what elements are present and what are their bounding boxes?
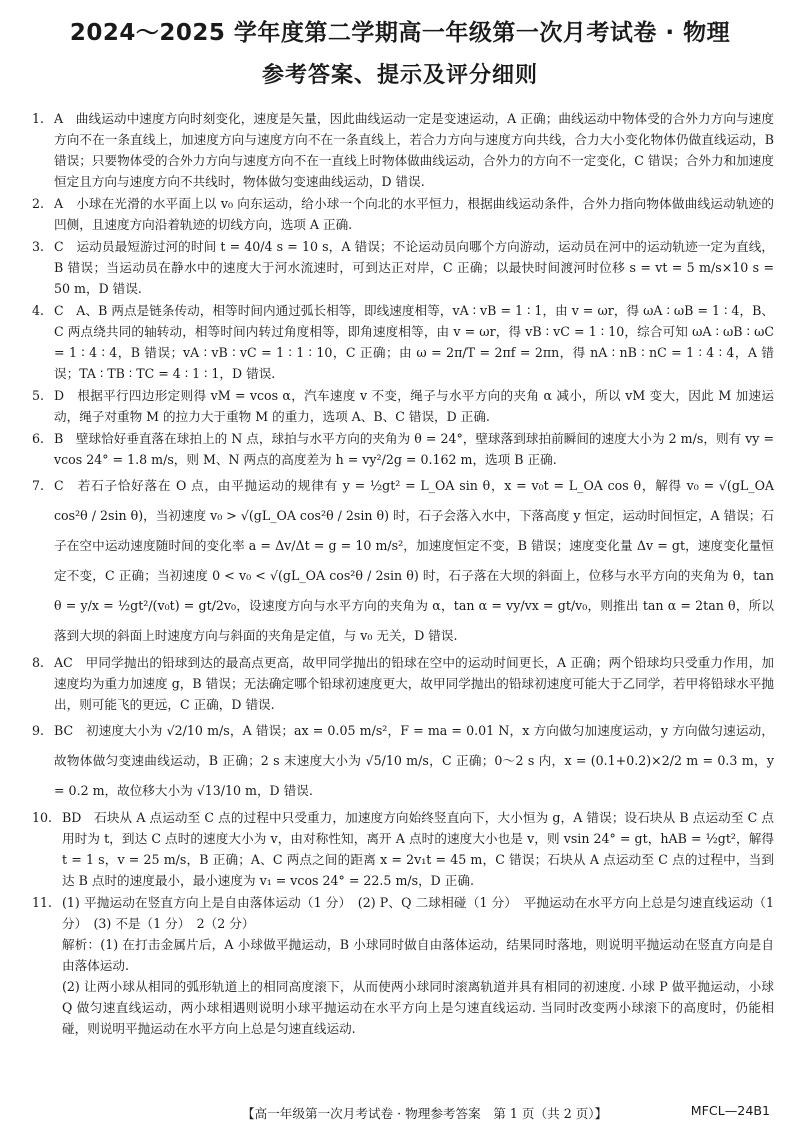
answer-item bbox=[32, 428, 774, 470]
answer-text: BC 初速度大小为 √2/10 m/s，A 错误；ax = 0.05 m/s²，F = ma = 0.01 N，x 方向做匀加速度运动，y 方向做匀速运动，故物体做匀变速曲线运动，B 正确；2 s 末速度大小为 √5/10 m/s，C 正确；0～2 s 内，x = (0.1+0.2)×2/2 m = 0.3 m，y = 0.2 m，故位移大小为 √13/10 m，D 错误. bbox=[54, 723, 774, 798]
answer-item bbox=[32, 892, 774, 1039]
answer-text: C 若石子恰好落在 O 点，由平抛运动的规律有 y = ½gt² = L_OA sin θ，x = v₀t = L_OA cos θ，解得 v₀ = √(gL_OA cos²θ / 2sin θ)，当初速度 v₀ > √(gL_OA cos²θ / 2sin θ) 时，石子会落入水中，下落高度 y 恒定，运动时间恒定，A 错误；石子在空中运动速度随时间的变化率 a = Δv/Δt = g = 10 m/s²，加速度恒定不变，B 错误；速度变化量 Δv = gt，速度变化量恒定不变，C 正确；当初速度 0 < v₀ < √(gL_OA cos²θ / 2sin θ) 时，石子落在大坝的斜面上，位移与水平方向的夹角为 θ，tan θ = y/x = ½gt²/(v₀t) = gt/2v₀，设速度方向与水平方向的夹角为 α，tan α = vy/vx = gt/v₀，则推出 tan α = 2tan θ，所以落到大坝的斜面上时速度方向与斜面的夹角是定值，与 v₀ 无关，D 错误. bbox=[54, 478, 774, 643]
answer-number: 5. bbox=[32, 388, 45, 403]
answer-text: A 曲线运动中速度方向时刻变化，速度是矢量，因此曲线运动一定是变速运动，A 正确；曲线运动中物体受的合外力方向与速度方向不在一条直线上，加速度方向与速度方向不在一条直线上，若合力方向与速度方向共线，合力大小变化物体仍做直线运动，B 错误；只要物体受的合外力方向与速度方向不在一直线上时物体做曲线运动，合外力的方向不一定变化，C 错误；合外力和加速度恒定且方向与速度方向不共线时，物体做匀变速曲线运动，D 错误. bbox=[54, 111, 774, 189]
answer-item bbox=[32, 108, 774, 192]
answer-item bbox=[32, 300, 774, 384]
answer-number: 2. bbox=[32, 196, 45, 211]
answer-number: 3. bbox=[32, 239, 45, 254]
explanation-text: (2) 让两小球从相同的弧形轨道上的相同高度滚下，从而使两小球同时滚离轨道并具有相同的初速度. 小球 P 做平抛运动，小球 Q 做匀速直线运动，两小球相遇则说明小球平抛运动在水平方向上是匀速直线运动. 当同时改变两小球滚下的高度时，仍能相碰，则说明平抛运动在水平方向上总是匀速直线运动. bbox=[62, 979, 774, 1036]
answer-item bbox=[32, 236, 774, 299]
answer-text: D 根据平行四边形定则得 vM = vcos α，汽车速度 v 不变，绳子与水平方向的夹角 α 减小，所以 vM 变大，因此 M 加速运动，绳子对重物 M 的拉力大于重物 M 的重力，选项 A、B、C 错误，D 正确. bbox=[54, 388, 774, 424]
answer-item bbox=[32, 652, 774, 715]
answer-item bbox=[32, 193, 774, 235]
answer-text: C 运动员最短游过河的时间 t = 40/4 s = 10 s，A 错误；不论运动员向哪个方向游动，运动员在河中的运动轨迹一定为直线，B 错误；当运动员在静水中的速度大于河水流速时，可到达正对岸，C 正确；以最快时间渡河时位移 s = vt = 5 m/s×10 s = 50 m，D 错误. bbox=[54, 239, 774, 296]
answer-item bbox=[32, 471, 774, 651]
footer-page-info: 【高一年级第一次月考试卷 · 物理参考答案 第 1 页（共 2 页）】 bbox=[242, 1106, 608, 1121]
answer-number: 10. bbox=[32, 810, 53, 825]
answer-number: 9. bbox=[32, 723, 45, 738]
footer-paper-code: MFCL—24B1 bbox=[690, 1103, 770, 1118]
answer-list bbox=[32, 108, 774, 1040]
answer-number: 8. bbox=[32, 655, 45, 670]
answer-item bbox=[32, 807, 774, 891]
answer-number: 1. bbox=[32, 111, 45, 126]
answer-number: 6. bbox=[32, 431, 45, 446]
page-subtitle: 参考答案、提示及评分细则 bbox=[261, 63, 538, 88]
answer-text: BD 石块从 A 点运动至 C 点的过程中只受重力，加速度方向始终竖直向下，大小恒为 g，A 错误；设石块从 B 点运动至 C 点用时为 t，到达 C 点时的速度大小为 v，由对称性知，离开 A 点时的速度大小也是 v，则 vsin 24° = gt，hAB = ½gt²，解得 t = 1 s，v = 25 m/s，B 正确；A、C 两点之间的距离 x = 2v₁t = 45 m，C 错误；石块从 A 点运动至 C 点的过程中，当到达 B 点时的速度最小，最小速度为 v₁ = vcos 24° = 22.5 m/s，D 正确. bbox=[62, 810, 774, 888]
answer-number: 11. bbox=[32, 895, 53, 910]
answer-text: A 小球在光滑的水平面上以 v₀ 向东运动，给小球一个向北的水平恒力，根据曲线运动条件，合外力指向物体做曲线运动轨迹的凹侧，且速度方向沿着轨迹的切线方向，选项 A 正确. bbox=[54, 196, 774, 232]
answer-text: B 壁球恰好垂直落在球拍上的 N 点，球拍与水平方向的夹角为 θ = 24°，壁球落到球拍前瞬间的速度大小为 2 m/s，则有 vy = vcos 24° = 1.8 m/s，则 M、N 两点的高度差为 h = vy²/2g = 0.162 m，选项 B 正确. bbox=[54, 431, 774, 467]
page-title: 2024～2025 学年度第二学期高一年级第一次月考试卷 · 物理 bbox=[69, 20, 731, 46]
answer-number: 7. bbox=[32, 478, 45, 493]
answer-text: AC 甲同学抛出的铅球到达的最高点更高，故甲同学抛出的铅球在空中的运动时间更长，A 正确；两个铅球均只受重力作用，加速度均为重力加速度 g，B 错误；无法确定哪个铅球初速度更大，故甲同学抛出的铅球初速度可能大于乙同学，若甲将铅球水平抛出，则可能飞的更远，C 正确，D 错误. bbox=[54, 655, 774, 712]
answer-item bbox=[32, 385, 774, 427]
answer-text: C A、B 两点是链条传动，相等时间内通过弧长相等，即线速度相等，vA ∶ vB = 1 ∶ 1，由 v = ωr，得 ωA ∶ ωB = 1 ∶ 4，B、C 两点绕共同的轴转动，相等时间内转过角度相等，即角速度相等，由 v = ωr，得 vB ∶ vC = 1 ∶ 10，综合可知 ωA ∶ ωB ∶ ωC = 1 ∶ 4 ∶ 4，B 错误；vA ∶ vB ∶ vC = 1 ∶ 1 ∶ 10，C 正确；由 ω = 2π/T = 2πf = 2πn，得 nA ∶ nB ∶ nC = 1 ∶ 4 ∶ 4，A 错误；TA ∶ TB ∶ TC = 4 ∶ 1 ∶ 1，D 错误. bbox=[54, 303, 774, 381]
answer-number: 4. bbox=[32, 303, 45, 318]
explanation-text: 解析：(1) 在打击金属片后，A 小球做平抛运动，B 小球同时做自由落体运动，结果同时落地，则说明平抛运动在竖直方向是自由落体运动. bbox=[62, 937, 774, 973]
answer-text: (1) 平抛运动在竖直方向上是自由落体运动（1 分） (2) P、Q 二球相碰（1 分） 平抛运动在水平方向上总是匀速直线运动（1 分） (3) 不是（1 分） 2（2 分） bbox=[62, 895, 774, 931]
answer-item bbox=[32, 716, 774, 806]
